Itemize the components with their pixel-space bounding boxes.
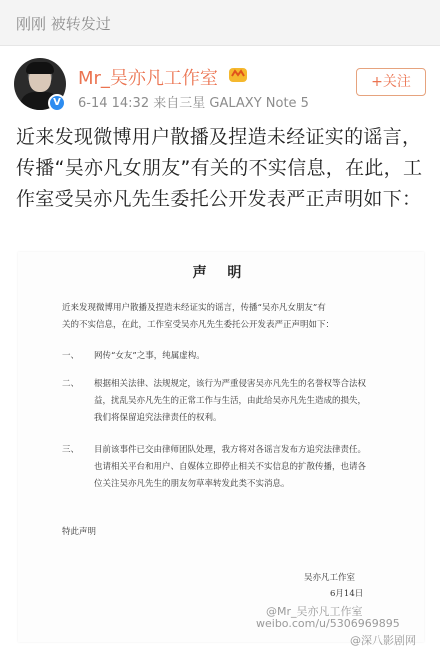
username-link[interactable]: Mr_吴亦凡工作室: [78, 68, 218, 89]
statement-item-1: 网传“女友”之事，纯属虚构。: [94, 351, 205, 361]
post-body-text: 近来发现微博用户散播及捏造未经证实的谣言，传播“吴亦凡女朋友”有关的不实信息，在此，工作室受吴亦凡先生委托公开发表严正声明如下：: [16, 126, 423, 210]
item-number: 三、: [62, 445, 80, 455]
post-source: 来自三星 GALAXY Note 5: [153, 96, 309, 111]
post-timestamp: 6-14 14:32: [78, 96, 150, 111]
statement-item-3: 目前该事件已交由律师团队处理，我方将对各谣言发布方追究法律责任。 也请相关平台和用户、自媒体立即停止相关不实信息的扩散传播，也请各 位关注吴亦凡先生的朋友勿草率转发此类不实消息。: [94, 445, 367, 489]
verified-icon: V: [48, 94, 66, 112]
statement-item-2: 根据相关法律、法规规定，该行为严重侵害吴亦凡先生的名誉权等合法权 益，扰乱吴亦凡先生的正常工作与生活，由此给吴亦凡先生造成的损失， 我们将保留追究法律责任的权利。: [94, 379, 367, 423]
item-number: 二、: [62, 379, 80, 389]
crown-icon: [228, 65, 248, 83]
item-number: 一、: [62, 351, 80, 361]
statement-title: 声 明: [192, 265, 250, 281]
statement-date: 6月14日: [330, 589, 364, 599]
post-meta: [78, 92, 309, 111]
statement-image[interactable]: [18, 252, 424, 642]
follow-button[interactable]: +关注: [356, 68, 426, 96]
repost-status-text: 刚刚 被转发过: [16, 15, 111, 33]
statement-signer: 吴亦凡工作室: [304, 573, 356, 583]
statement-intro: 近来发现微博用户散播及捏造未经证实的谣言，传播“吴亦凡女朋友”有 关的不实信息，在此，工作室受吴亦凡先生委托公开发表严正声明如下：: [62, 303, 335, 330]
watermark-site: @深八影剧网: [350, 634, 416, 647]
top-status-bar: [0, 0, 440, 46]
statement-closing: 特此声明: [62, 527, 97, 537]
watermark-weibo-handle: @Mr_吴亦凡工作室: [266, 605, 363, 618]
watermark-weibo-url: weibo.com/u/5306969895: [256, 617, 400, 630]
